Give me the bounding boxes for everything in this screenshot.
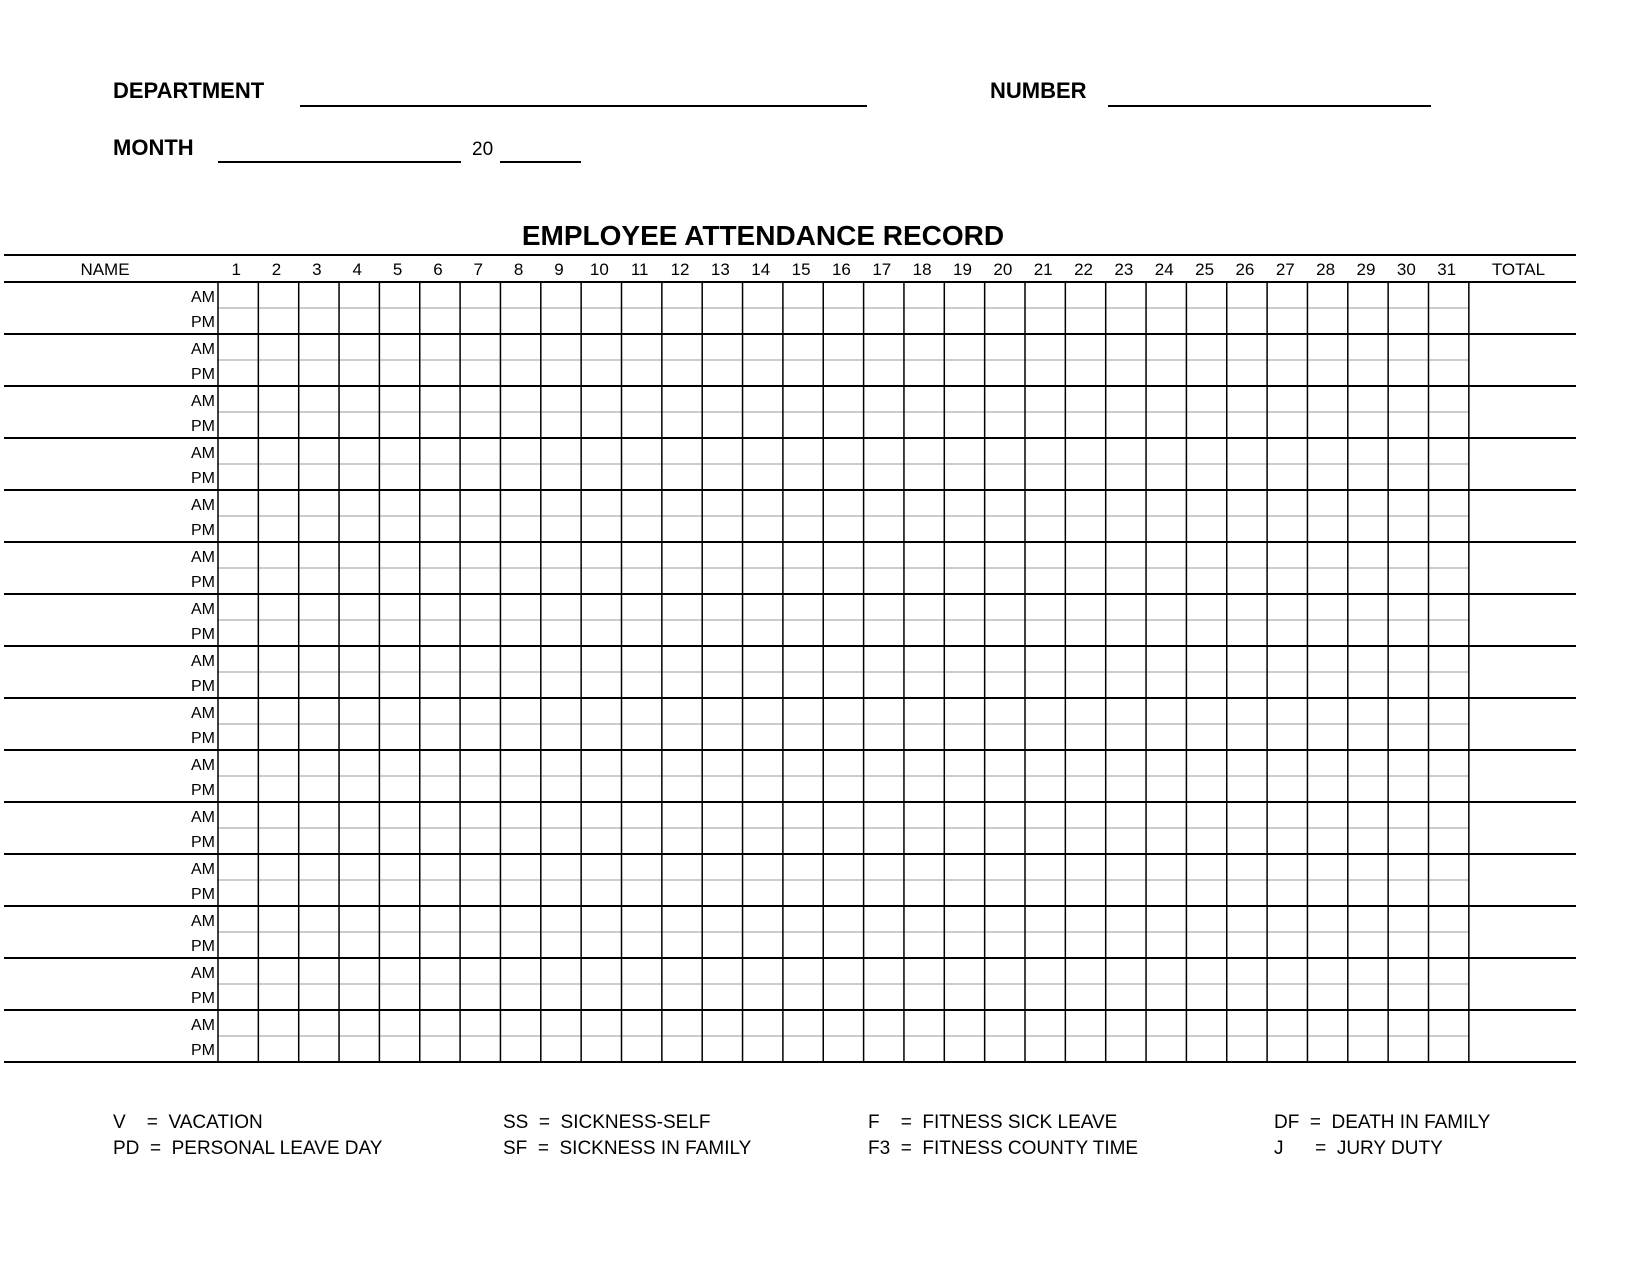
am-label: AM [191, 757, 215, 774]
day-column-header: 27 [1275, 260, 1295, 279]
day-column-header: 23 [1114, 260, 1134, 279]
pm-label: PM [191, 626, 215, 643]
am-label: AM [191, 809, 215, 826]
legend-item: F3 = FITNESS COUNTY TIME [868, 1138, 1139, 1159]
day-column-header: 26 [1235, 260, 1255, 279]
day-column-header: 13 [710, 260, 730, 279]
pm-label: PM [191, 1042, 215, 1059]
pm-label: PM [191, 730, 215, 747]
department-label: DEPARTMENT [113, 78, 265, 103]
day-column-header: 11 [630, 260, 649, 279]
pm-label: PM [191, 886, 215, 903]
am-label: AM [191, 653, 215, 670]
legend-item: F = FITNESS SICK LEAVE [868, 1112, 1118, 1133]
day-column-header: 31 [1437, 260, 1457, 279]
am-label: AM [191, 913, 215, 930]
am-label: AM [191, 341, 215, 358]
day-column-header: 25 [1195, 260, 1215, 279]
form-title: EMPLOYEE ATTENDANCE RECORD [521, 220, 1005, 251]
day-column-header: 21 [1033, 260, 1053, 279]
am-label: AM [191, 705, 215, 722]
day-column-header: 18 [912, 260, 932, 279]
day-column-header: 16 [831, 260, 851, 279]
number-label: NUMBER [990, 78, 1087, 103]
day-column-header: 6 [433, 260, 443, 279]
am-label: AM [191, 601, 215, 618]
pm-label: PM [191, 470, 215, 487]
day-column-header: 9 [554, 260, 564, 279]
legend-item: DF = DEATH IN FAMILY [1274, 1112, 1491, 1133]
day-column-header: 4 [352, 260, 362, 279]
day-column-header: 17 [872, 260, 892, 279]
pm-label: PM [191, 938, 215, 955]
day-column-header: 19 [953, 260, 972, 279]
day-column-header: 22 [1074, 260, 1093, 279]
am-label: AM [191, 861, 215, 878]
day-column-header: 1 [231, 260, 241, 279]
pm-label: PM [191, 678, 215, 695]
day-column-header: 12 [670, 260, 690, 279]
am-label: AM [191, 445, 215, 462]
am-label: AM [191, 393, 215, 410]
pm-label: PM [191, 782, 215, 799]
day-column-header: 20 [993, 260, 1013, 279]
day-column-header: 2 [271, 260, 282, 279]
am-label: AM [191, 965, 215, 982]
pm-label: PM [191, 574, 215, 591]
day-column-header: 5 [392, 260, 403, 279]
legend-item: SS = SICKNESS-SELF [503, 1112, 711, 1133]
day-column-header: 3 [312, 260, 322, 279]
total-column-header: TOTAL [1491, 260, 1546, 279]
day-column-header: 24 [1154, 260, 1174, 279]
am-label: AM [191, 1017, 215, 1034]
am-label: AM [191, 497, 215, 514]
day-column-header: 15 [791, 260, 811, 279]
pm-label: PM [191, 366, 215, 383]
year-prefix: 20 [472, 139, 494, 160]
name-column-header: NAME [80, 260, 130, 279]
legend-item: V = VACATION [113, 1112, 263, 1133]
day-column-header: 7 [473, 260, 484, 279]
pm-label: PM [191, 522, 215, 539]
day-column-header: 29 [1356, 260, 1376, 279]
legend-item: SF = SICKNESS IN FAMILY [503, 1138, 752, 1159]
day-column-header: 28 [1316, 260, 1336, 279]
pm-label: PM [191, 990, 215, 1007]
day-column-header: 30 [1396, 260, 1416, 279]
legend-item: PD = PERSONAL LEAVE DAY [113, 1138, 383, 1159]
legend-item: J = JURY DUTY [1274, 1138, 1443, 1159]
pm-label: PM [191, 314, 215, 331]
am-label: AM [191, 549, 215, 566]
day-column-header: 10 [589, 260, 609, 279]
month-label: MONTH [113, 135, 194, 160]
pm-label: PM [191, 418, 215, 435]
day-column-header: 14 [751, 260, 771, 279]
day-column-header: 8 [513, 260, 524, 279]
pm-label: PM [191, 834, 215, 851]
am-label: AM [191, 289, 215, 306]
